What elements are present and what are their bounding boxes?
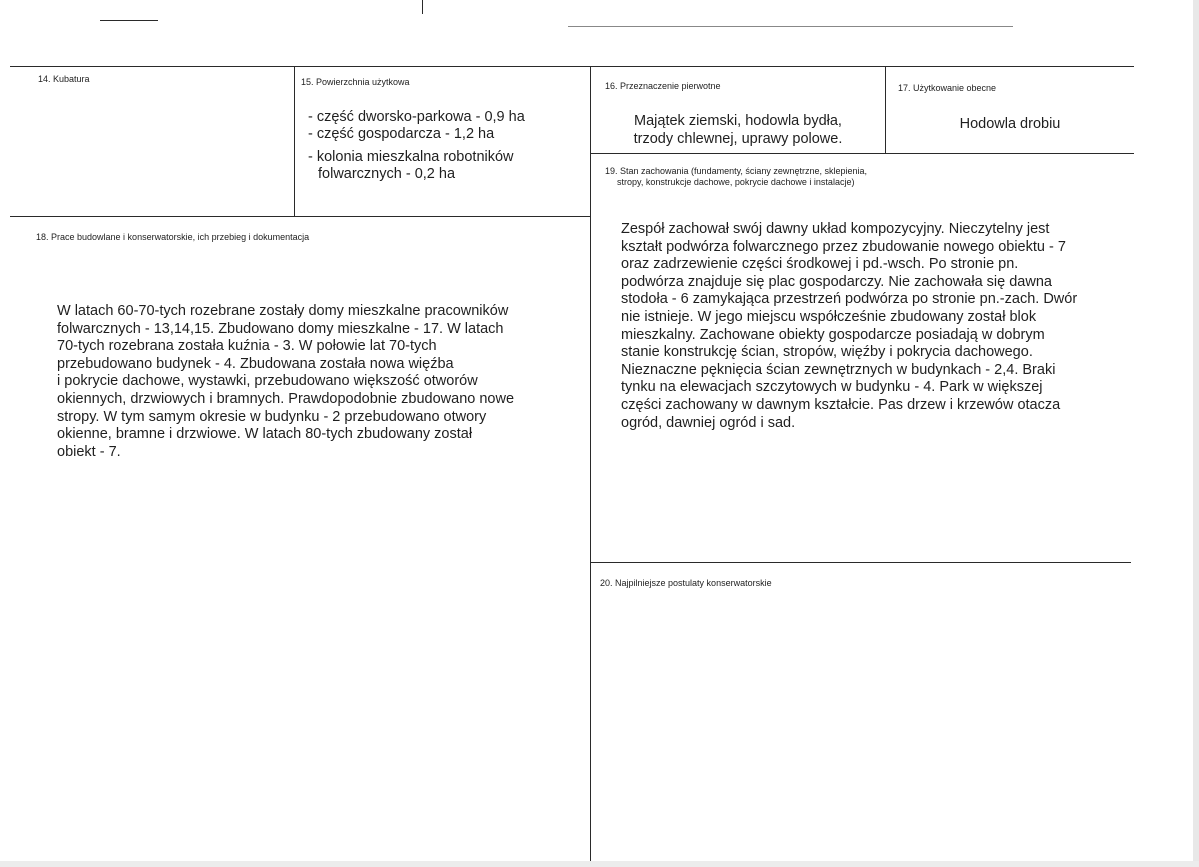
field-20-label: 20. Najpilniejsze postulaty konserwatorskie — [600, 578, 772, 588]
field-18-label: 18. Prace budowlane i konserwatorskie, ich przebieg i dokumentacja — [36, 232, 310, 242]
field-19-text — [621, 221, 1095, 432]
area-item-colony: - kolonia mieszkalna robotników — [308, 149, 514, 165]
field-16-value — [596, 113, 880, 148]
works-line: stropy. W tym samym okresie w budynku - 2 przebudowano otwory — [57, 408, 487, 425]
condition-line: części zachowany w dawnym kształcie. Pas drzew i krzewów otacza — [621, 396, 1061, 413]
grid-line-mid-right — [591, 153, 1134, 154]
condition-line: tynku na elewacjach szczytowych w budynku - 4. Park w większej — [621, 379, 1043, 396]
condition-line: kształt podwórza folwarcznego przez zbudowanie nowego obiektu - 7 — [621, 238, 1066, 255]
grid-line-lower-right — [591, 562, 1131, 563]
field-19-label-line-2: stropy, konstrukcje dachowe, pokrycie dachowe i instalacje) — [617, 177, 855, 187]
condition-line: mieszkalny. Zachowane obiekty gospodarcze posiadają w dobrym — [621, 326, 1045, 343]
original-use-line-1: Majątek ziemski, hodowla bydła, — [634, 113, 842, 129]
grid-top-border — [10, 66, 1134, 67]
condition-line: podwórza znajduje się plac gospodarczy. Nie zachowała się dawna — [621, 273, 1052, 290]
field-15-label: 15. Powierzchnia użytkowa — [301, 77, 410, 87]
area-item-farm: - część gospodarcza - 1,2 ha — [308, 126, 495, 142]
field-17-value: Hodowla drobiu — [959, 116, 1061, 132]
works-line: przebudowano budynek - 4. Zbudowana została nowa więźba — [57, 355, 454, 372]
condition-line: oraz zadrzewienie części środkowej i pd.-wsch. Po stronie pn. — [621, 256, 1019, 273]
original-use-line-2: trzody chlewnej, uprawy polowe. — [633, 130, 843, 147]
top-rule-right — [568, 26, 1013, 27]
condition-line: stodoła - 6 zamykająca przestrzeń podwórza po stronie pn.-zach. Dwór — [621, 291, 1078, 308]
works-line: W latach 60-70-tych rozebrane zostały domy mieszkalne pracowników — [57, 303, 509, 319]
works-line: i pokrycie dachowe, wystawki, przebudowano większość otworów — [57, 373, 478, 390]
area-item-park: - część dworsko-parkowa - 0,9 ha — [308, 109, 525, 125]
works-line: okiennych, drzwiowych i bramnych. Prawdopodobnie zbudowano nowe — [57, 390, 515, 407]
works-line: obiekt - 7. — [57, 443, 121, 460]
field-18-text — [57, 303, 561, 461]
works-line: okienne, bramne i drzwiowe. W latach 80-tych zbudowany został — [57, 426, 473, 443]
grid-vline-1 — [294, 66, 295, 217]
condition-line: nie istnieje. W jego miejscu współcześnie zbudowany został blok — [621, 308, 1037, 325]
condition-line: Nieznaczne pęknięcia ścian zewnętrznych w budynkach - 2,4. Braki — [621, 361, 1056, 378]
page-edge-bottom — [0, 861, 1199, 867]
page-edge-right — [1193, 0, 1199, 867]
grid-vline-3 — [885, 66, 886, 154]
works-line: 70-tych rozebrana została kuźnia - 3. W połowie lat 70-tych — [57, 338, 437, 355]
grid-vline-2 — [590, 66, 591, 861]
grid-line-mid-left — [10, 216, 591, 217]
field-19-label — [605, 166, 935, 188]
condition-line: stanie konstrukcję ścian, stropów, więźby i pokrycia dachowego. — [621, 344, 1033, 361]
top-rule-left — [100, 20, 158, 21]
top-tick — [422, 0, 423, 14]
field-19-label-line-1: 19. Stan zachowania (fundamenty, ściany zewnętrzne, sklepienia, — [605, 166, 867, 176]
condition-line: ogród, dawniej ogród i sad. — [621, 414, 796, 431]
field-15-area-list — [308, 109, 588, 183]
works-line: folwarcznych - 13,14,15. Zbudowano domy mieszkalne - 17. W latach — [57, 320, 504, 337]
area-item-colony-cont: folwarcznych - 0,2 ha — [318, 166, 456, 182]
condition-line: Zespół zachował swój dawny układ kompozycyjny. Nieczytelny jest — [621, 221, 1050, 237]
field-17-label: 17. Użytkowanie obecne — [898, 83, 997, 93]
field-16-label: 16. Przeznaczenie pierwotne — [605, 81, 721, 91]
field-14-label: 14. Kubatura — [38, 74, 90, 84]
